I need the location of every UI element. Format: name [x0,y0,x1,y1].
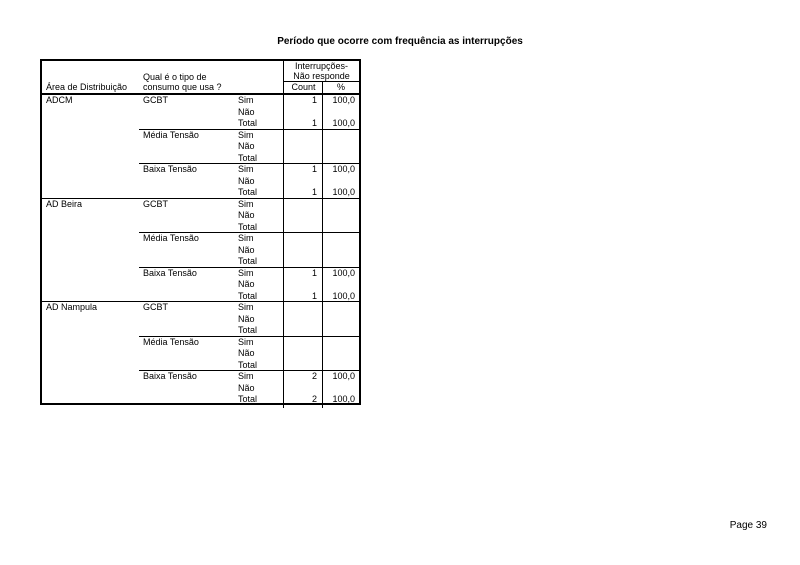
row-label: Total [238,290,258,301]
row-label: Total [238,221,258,232]
row-label: Não [238,210,255,220]
consumption-type: Média Tensão [143,129,199,140]
count-cell: 1 [311,267,317,278]
row-label: Não [238,244,255,255]
row-label: Não [238,313,255,324]
consumption-type: Baixa Tensão [143,164,197,174]
report-title: Período que ocorre com frequência as interrupções [277,36,523,47]
area-name: AD Beira [46,198,83,209]
row-label: Total [238,325,258,335]
table-header [42,61,359,95]
header-count-label: Count [291,82,316,92]
row-label: Total [238,152,258,163]
crosstab-table [40,59,361,405]
header-tipo-label-line1: Qual é o tipo de [143,72,207,82]
header-group-line2: Não responde [293,71,350,81]
consumption-type: Média Tensão [143,233,199,243]
consumption-type: GCBT [143,302,169,312]
pct-cell: 100,0 [332,118,355,128]
row-label: Sim [238,336,254,347]
body-divider-count [322,93,323,408]
count-cell: 1 [311,187,317,197]
row-label: Não [238,175,255,186]
row-label: Sim [238,302,254,312]
header-pct-label: % [336,82,345,92]
area-name: AD Nampula [46,302,98,312]
pct-cell: 100,0 [332,267,355,278]
row-label: Sim [238,164,254,174]
row-label: Sim [238,371,254,381]
pct-cell: 100,0 [332,371,355,381]
row-label: Não [238,279,255,289]
row-label: Não [238,348,255,358]
row-label: Total [238,187,258,197]
count-cell: 1 [311,118,317,128]
consumption-type: Baixa Tensão [143,267,197,278]
row-label: Sim [238,267,254,278]
header-group-line1: Interrupções- [294,61,349,71]
header-divider [283,61,284,93]
row-label: Não [238,382,255,393]
page-number: Page 39 [729,520,767,531]
consumption-type: GCBT [143,95,169,105]
consumption-type: Baixa Tensão [143,371,197,381]
count-cell: 1 [311,164,317,174]
row-label: Total [238,256,258,266]
row-label: Total [238,359,258,370]
count-cell: 1 [311,95,317,105]
body-divider-label [283,93,284,408]
consumption-type: Média Tensão [143,336,199,347]
count-cell: 2 [311,371,317,381]
pct-cell: 100,0 [332,394,355,404]
header-col-divider [322,81,323,93]
header-tipo-label-line2: consumo que usa ? [143,82,222,92]
row-label: Sim [238,198,254,209]
area-name: ADCM [46,95,73,105]
pct-cell: 100,0 [332,95,355,105]
pct-cell: 100,0 [332,290,355,301]
header-area-label: Área de Distribuição [46,82,128,92]
row-label: Total [238,118,258,128]
pct-cell: 100,0 [332,164,355,174]
area-separator [42,198,359,199]
pct-cell: 100,0 [332,187,355,197]
row-label: Sim [238,233,254,243]
count-cell: 1 [311,290,317,301]
header-group-underline [283,81,359,82]
consumption-type: GCBT [143,198,169,209]
row-label: Não [238,141,255,151]
row-label: Não [238,106,255,117]
row-label: Sim [238,95,254,105]
row-label: Total [238,394,258,404]
count-cell: 2 [311,394,317,404]
row-label: Sim [238,129,254,140]
